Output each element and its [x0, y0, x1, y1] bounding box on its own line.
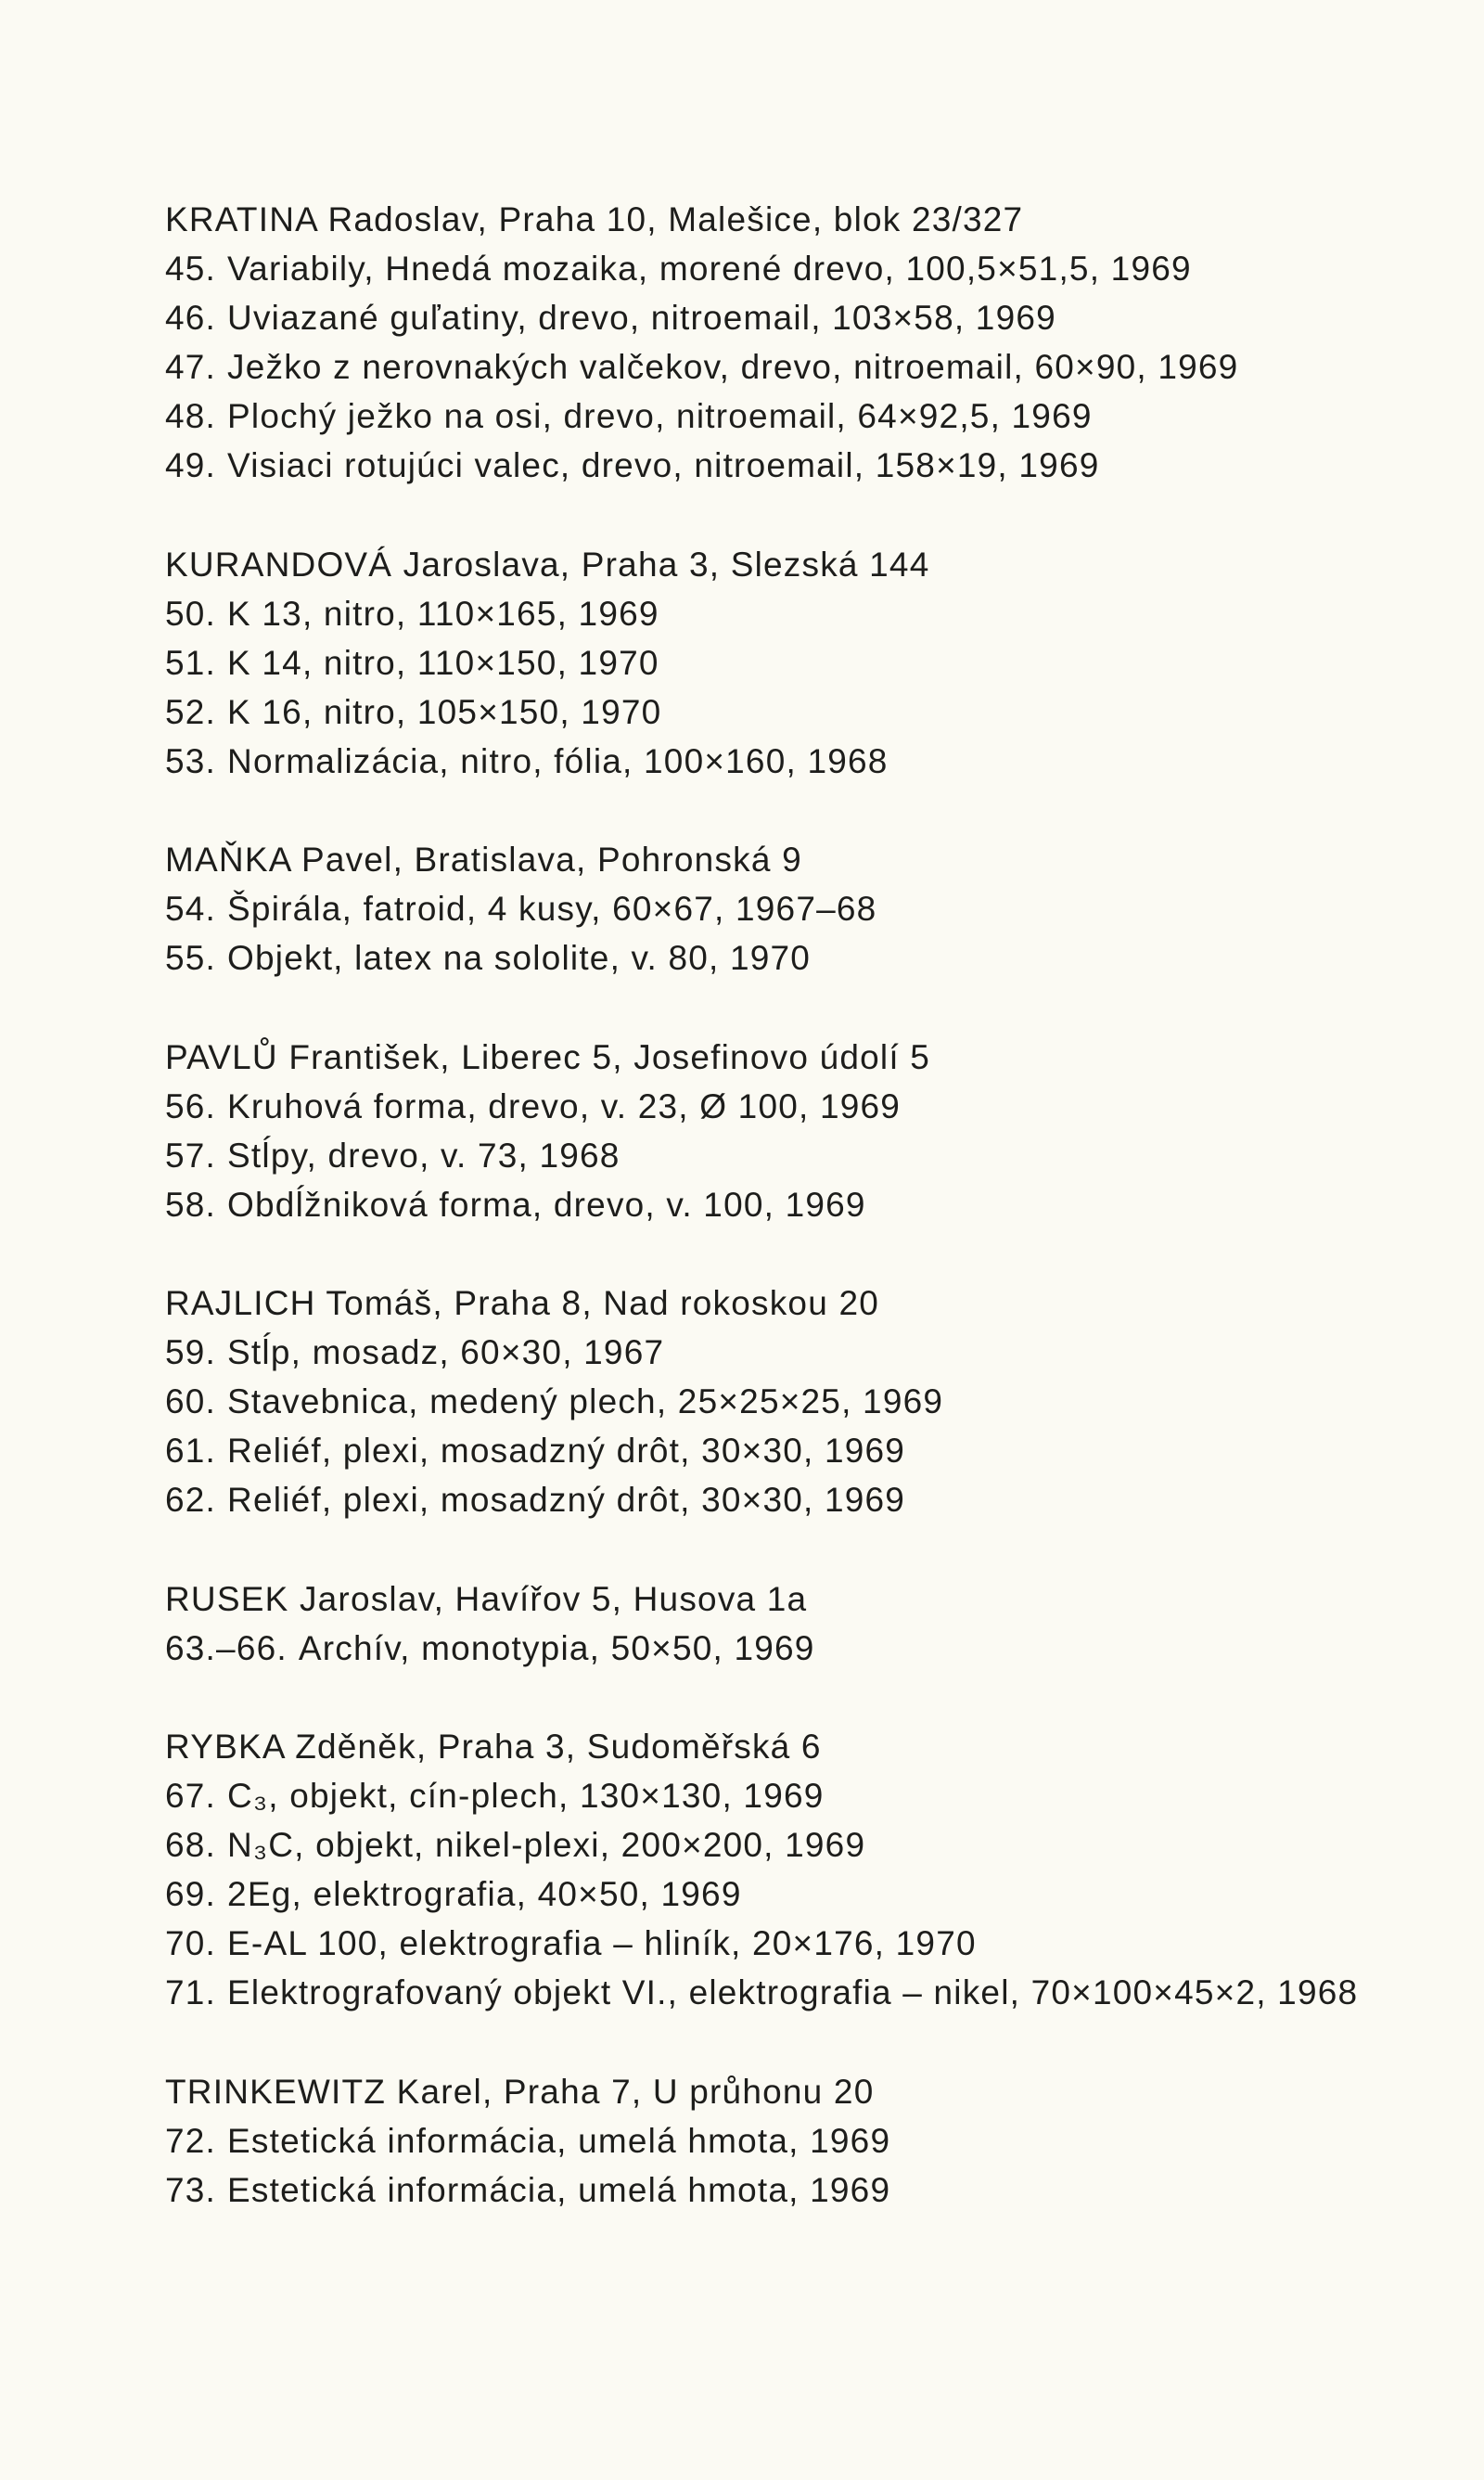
artist-header: RAJLICH Tomáš, Praha 8, Nad rokoskou 20 [165, 1284, 880, 1323]
artwork-entry [165, 1328, 1464, 1377]
artwork-entry [165, 1180, 1464, 1229]
artwork-description: Estetická informácia, umelá hmota, 1969 [227, 2121, 891, 2160]
artwork-number: 60. [165, 1382, 217, 1421]
artwork-description: Reliéf, plexi, mosadzný drôt, 30×30, 1969 [227, 1432, 906, 1471]
artwork-number: 47. [165, 348, 217, 387]
artwork-entry [165, 1968, 1484, 2017]
artwork-description: Normalizácia, nitro, fólia, 100×160, 1968 [227, 742, 889, 781]
artwork-entry [165, 441, 1464, 490]
artist-section [165, 1279, 1464, 1524]
artwork-number: 63.–66. [165, 1628, 288, 1667]
artwork-number: 48. [165, 397, 217, 436]
artwork-entry [165, 342, 1464, 392]
artwork-entry [165, 737, 1464, 786]
artwork-entry [165, 1624, 1464, 1673]
artwork-number: 73. [165, 2170, 217, 2209]
artwork-entry [165, 244, 1464, 293]
artwork-entry [165, 638, 1464, 687]
artwork-description: N₃C, objekt, nikel-plexi, 200×200, 1969 [227, 1826, 866, 1865]
artwork-description: Reliéf, plexi, mosadzný drôt, 30×30, 1969 [227, 1481, 906, 1520]
artwork-description: E-AL 100, elektrografia – hliník, 20×176, 1970 [227, 1924, 977, 1963]
artwork-entry [165, 1870, 1464, 1919]
artwork-description: Obdĺžniková forma, drevo, v. 100, 1969 [227, 1185, 866, 1224]
artwork-entry [165, 589, 1464, 638]
artist-section [165, 1574, 1464, 1673]
artist-section [165, 1722, 1464, 2018]
exhibition-catalog-list [165, 195, 1464, 2264]
artwork-number: 55. [165, 939, 217, 978]
artwork-number: 68. [165, 1826, 217, 1865]
artwork-description: Špirála, fatroid, 4 kusy, 60×67, 1967–68 [227, 890, 877, 929]
artwork-number: 57. [165, 1136, 217, 1175]
artwork-entry [165, 1475, 1464, 1524]
artwork-number: 61. [165, 1432, 217, 1471]
artwork-entry [165, 293, 1464, 342]
artwork-entry [165, 1082, 1464, 1131]
artwork-description: Estetická informácia, umelá hmota, 1969 [227, 2170, 891, 2209]
artwork-number: 53. [165, 742, 217, 781]
artwork-number: 70. [165, 1924, 217, 1963]
artwork-number: 45. [165, 250, 217, 289]
artist-section [165, 195, 1464, 491]
artwork-description: C₃, objekt, cín-plech, 130×130, 1969 [227, 1777, 825, 1815]
artwork-number: 50. [165, 594, 217, 633]
artist-section [165, 2067, 1464, 2215]
artwork-number: 52. [165, 692, 217, 731]
artwork-number: 56. [165, 1086, 217, 1125]
artwork-entry [165, 933, 1464, 983]
artwork-entry [165, 687, 1464, 737]
artwork-entry [165, 1426, 1464, 1475]
artwork-description: Uviazané guľatiny, drevo, nitroemail, 103×58, 1969 [227, 299, 1056, 338]
artwork-description: Stĺp, mosadz, 60×30, 1967 [227, 1333, 665, 1372]
artwork-entry [165, 2165, 1464, 2215]
artwork-entry [165, 1377, 1464, 1426]
artwork-description: Plochý ježko na osi, drevo, nitroemail, 64×92,5, 1969 [227, 397, 1093, 436]
artist-header: PAVLŮ František, Liberec 5, Josefinovo údolí 5 [165, 1037, 931, 1076]
artwork-description: K 14, nitro, 110×150, 1970 [227, 643, 659, 682]
artwork-description: 2Eg, elektrografia, 40×50, 1969 [227, 1875, 742, 1914]
artwork-entry [165, 1820, 1464, 1870]
artwork-description: Ježko z nerovnakých valčekov, drevo, nitroemail, 60×90, 1969 [227, 348, 1239, 387]
artist-header: RUSEK Jaroslav, Havířov 5, Husova 1a [165, 1579, 808, 1618]
artist-header: MAŇKA Pavel, Bratislava, Pohronská 9 [165, 841, 802, 880]
artwork-number: 62. [165, 1481, 217, 1520]
artwork-entry [165, 2116, 1464, 2165]
artwork-number: 58. [165, 1185, 217, 1224]
artist-section [165, 540, 1464, 786]
artist-header: KRATINA Radoslav, Praha 10, Malešice, blok 23/327 [165, 200, 1024, 238]
artwork-entry [165, 884, 1464, 933]
artwork-description: Archív, monotypia, 50×50, 1969 [298, 1628, 815, 1667]
artist-section [165, 1033, 1464, 1229]
artwork-entry [165, 1771, 1464, 1820]
artwork-number: 51. [165, 643, 217, 682]
artwork-number: 49. [165, 446, 217, 485]
artwork-number: 69. [165, 1875, 217, 1914]
artwork-number: 67. [165, 1777, 217, 1815]
artwork-description: Variabily, Hnedá mozaika, morené drevo, 100,5×51,5, 1969 [227, 250, 1192, 289]
artwork-description: K 13, nitro, 110×165, 1969 [227, 594, 659, 633]
artist-header: RYBKA Zděněk, Praha 3, Sudoměřská 6 [165, 1727, 822, 1766]
artwork-number: 54. [165, 890, 217, 929]
artist-section [165, 835, 1464, 983]
artwork-entry [165, 392, 1464, 441]
artwork-number: 71. [165, 1973, 217, 2012]
artwork-description: Objekt, latex na sololite, v. 80, 1970 [227, 939, 812, 978]
artwork-description: Stĺpy, drevo, v. 73, 1968 [227, 1136, 620, 1175]
artwork-description: K 16, nitro, 105×150, 1970 [227, 692, 662, 731]
artwork-entry [165, 1919, 1464, 1968]
artist-header: TRINKEWITZ Karel, Praha 7, U průhonu 20 [165, 2072, 875, 2111]
artwork-entry [165, 1131, 1464, 1180]
artwork-number: 46. [165, 299, 217, 338]
artwork-description: Visiaci rotujúci valec, drevo, nitroemail, 158×19, 1969 [227, 446, 1100, 485]
artwork-description: Kruhová forma, drevo, v. 23, Ø 100, 1969 [227, 1086, 902, 1125]
artwork-number: 72. [165, 2121, 217, 2160]
artwork-number: 59. [165, 1333, 217, 1372]
artwork-description: Stavebnica, medený plech, 25×25×25, 1969 [227, 1382, 944, 1421]
artist-header: KURANDOVÁ Jaroslava, Praha 3, Slezská 144 [165, 545, 930, 584]
artwork-description: Elektrografovaný objekt VI., elektrografia – nikel, 70×100×45×2, 1968 [227, 1973, 1359, 2012]
